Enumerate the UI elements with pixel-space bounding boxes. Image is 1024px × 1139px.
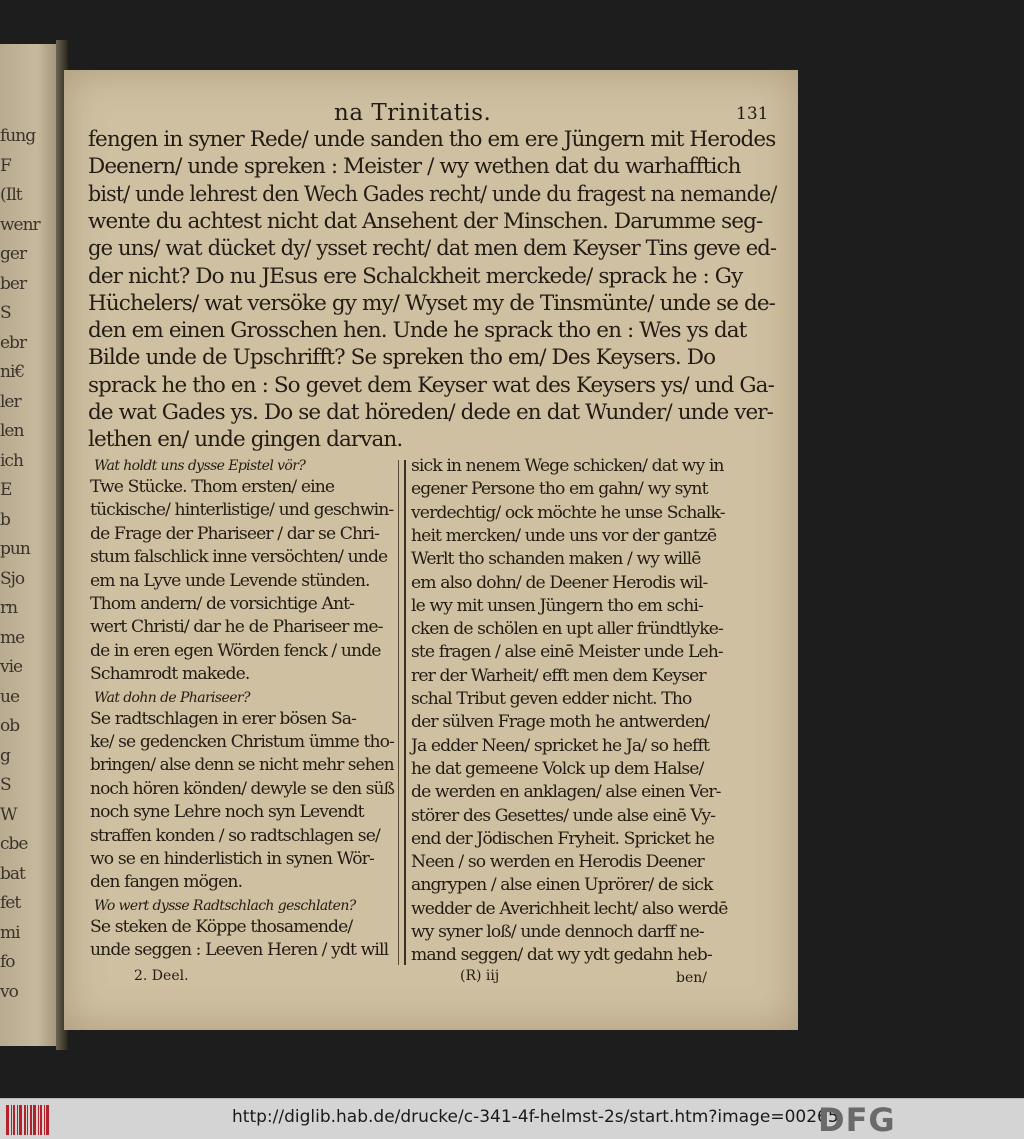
left-page-fragment: fo bbox=[0, 952, 15, 972]
left-page-fragment: mi bbox=[0, 922, 20, 943]
body-line: Deenern/ unde spreken : Meister / wy wethen dat du warhafftich bbox=[88, 154, 741, 180]
column-line: Thom andern/ de vorsichtige Ant- bbox=[90, 594, 355, 614]
question-heading: Wo wert dysse Radtschlach geschlaten? bbox=[94, 897, 356, 914]
column-line: Werlt tho schanden maken / wy willē bbox=[411, 549, 701, 570]
left-page-fragment: ler bbox=[0, 391, 21, 412]
body-line: fengen in syner Rede/ unde sanden tho em ere Jüngern mit Herodes bbox=[88, 127, 776, 152]
column-line: den fangen mögen. bbox=[90, 872, 243, 893]
column-line: Neen / so werden en Herodis Deener bbox=[411, 852, 704, 873]
left-page-fragment: ber bbox=[0, 273, 27, 294]
column-line: noch syne Lehre noch syn Levendt bbox=[90, 802, 364, 823]
page-url[interactable]: http://diglib.hab.de/drucke/c-341-4f-helmst-2s/start.htm?image=00265 bbox=[232, 1107, 839, 1127]
column-line: de Frage der Phariseer / dar se Chri- bbox=[90, 523, 380, 544]
left-page-fragment: S bbox=[0, 303, 11, 323]
left-page-fragment: ger bbox=[0, 244, 27, 264]
column-line: stum falschlick inne versöchten/ unde bbox=[90, 547, 388, 568]
body-line: Hüchelers/ wat versöke gy my/ Wyset my de Tinsmünte/ unde se de- bbox=[88, 290, 776, 316]
body-line: den em einen Grosschen hen. Unde he sprack tho en : Wes ys dat bbox=[88, 318, 747, 344]
left-page-fragment: ue bbox=[0, 686, 20, 707]
left-page-fragment: vie bbox=[0, 657, 23, 677]
column-line: bringen/ alse denn se nicht mehr sehen bbox=[90, 755, 394, 776]
column-line: wert Christi/ dar he de Phariseer me- bbox=[90, 617, 383, 638]
catchword: ben/ bbox=[676, 970, 707, 986]
left-page-fragment: wenr bbox=[0, 214, 40, 235]
column-line: end der Jödischen Fryheit. Spricket he bbox=[411, 828, 715, 849]
body-line: de wat Gades ys. Do se dat höreden/ dede en dat Wunder/ unde ver- bbox=[88, 400, 774, 425]
column-line: störer des Gesettes/ unde alse einē Vy- bbox=[411, 805, 716, 826]
left-page-fragment: cbe bbox=[0, 834, 28, 854]
body-line: sprack he tho en : So gevet dem Keyser wat des Keysers ys/ und Ga- bbox=[88, 372, 774, 398]
left-page-fragment: rn bbox=[0, 598, 18, 618]
barcode-bar bbox=[38, 1105, 39, 1135]
column-line: wedder de Averichheit lecht/ also werdē bbox=[411, 898, 728, 919]
page-number: 131 bbox=[736, 104, 769, 124]
body-line: Bilde unde de Upschrifft? Se spreken tho em/ Des Keysers. Do bbox=[88, 345, 716, 371]
left-page-fragment: Sjo bbox=[0, 568, 25, 589]
signature-mark: (R) iij bbox=[460, 968, 500, 984]
body-line: bist/ unde lehrest den Wech Gades recht/ unde du fragest na nemande/ bbox=[88, 181, 777, 207]
barcode-bar bbox=[46, 1105, 49, 1135]
column-rule-thin bbox=[398, 460, 399, 965]
barcode-bar bbox=[33, 1105, 36, 1135]
column-rule bbox=[404, 460, 406, 965]
left-page-fragment: fung bbox=[0, 126, 36, 146]
body-line: lethen en/ unde gingen darvan. bbox=[88, 427, 403, 453]
left-page-fragment: me bbox=[0, 627, 25, 648]
column-line: wo se en hinderlistich in synen Wör- bbox=[90, 849, 374, 869]
column-line: he dat gemeene Volck up dem Halse/ bbox=[411, 758, 704, 779]
column-line: tückische/ hinterlistige/ und geschwin- bbox=[90, 500, 394, 521]
column-line: ste fragen / alse einē Meister unde Leh- bbox=[411, 642, 723, 663]
left-page-fragment: W bbox=[0, 804, 17, 825]
left-page-fragment: pun bbox=[0, 539, 30, 559]
left-page-fragment: (Ilt bbox=[0, 185, 22, 205]
running-head: na Trinitatis. bbox=[334, 100, 492, 126]
column-line: verdechtig/ ock möchte he unse Schalk- bbox=[411, 502, 725, 523]
barcode-bar bbox=[27, 1105, 28, 1135]
column-line: Se steken de Köppe thosamende/ bbox=[90, 916, 353, 937]
question-heading: Wat holdt uns dysse Epistel vör? bbox=[94, 458, 306, 474]
barcode-bar bbox=[11, 1105, 12, 1135]
barcode-bar bbox=[44, 1105, 45, 1135]
column-line: de werden en anklagen/ alse einen Ver- bbox=[411, 782, 721, 803]
bottom-bar bbox=[0, 1098, 1024, 1139]
left-page-fragment: ich bbox=[0, 450, 23, 471]
book-page bbox=[64, 70, 798, 1030]
column-line: Schamrodt makede. bbox=[90, 664, 250, 685]
column-line: heit mercken/ unde uns vor der gantzē bbox=[411, 525, 717, 546]
barcode-icon bbox=[6, 1105, 50, 1135]
barcode-bar bbox=[24, 1105, 26, 1135]
left-page-fragment: F bbox=[0, 155, 11, 176]
column-line: unde seggen : Leeven Heren / ydt will bbox=[90, 940, 389, 961]
column-line: noch hören könden/ dewyle se den süß bbox=[90, 778, 395, 799]
column-line: Twe Stücke. Thom ersten/ eine bbox=[90, 477, 335, 497]
barcode-bar bbox=[19, 1105, 22, 1135]
part-indicator: 2. Deel. bbox=[134, 968, 189, 984]
barcode-bar bbox=[30, 1105, 32, 1135]
barcode-bar bbox=[13, 1105, 15, 1135]
body-line: der nicht? Do nu JEsus ere Schalckheit merckede/ sprack he : Gy bbox=[88, 263, 743, 289]
left-page-fragment: E bbox=[0, 480, 12, 500]
left-page-fragment: len bbox=[0, 421, 24, 441]
left-page-fragment: bat bbox=[0, 863, 25, 884]
column-line: schal Tribut geven edder nicht. Tho bbox=[411, 689, 692, 709]
column-line: de in eren egen Wörden fenck / unde bbox=[90, 640, 381, 661]
barcode-bar bbox=[40, 1105, 42, 1135]
column-line: em also dohn/ de Deener Herodis wil- bbox=[411, 572, 708, 593]
column-line: ke/ se gedencken Christum ümme tho- bbox=[90, 732, 394, 752]
left-page-fragment: ebr bbox=[0, 332, 27, 353]
left-page-fragment: ni€ bbox=[0, 362, 25, 382]
column-line: rer der Warheit/ efft men dem Keyser bbox=[411, 665, 706, 686]
adjacent-left-page bbox=[0, 44, 62, 1046]
barcode-bar bbox=[6, 1105, 9, 1135]
column-line: cken de schölen en upt aller fründtlyke- bbox=[411, 619, 723, 640]
column-line: sick in nenem Wege schicken/ dat wy in bbox=[411, 456, 724, 476]
left-page-fragment: g bbox=[0, 745, 10, 766]
left-page-fragment: vo bbox=[0, 981, 18, 1002]
body-line: ge uns/ wat dücket dy/ ysset recht/ dat men dem Keyser Tins geve ed- bbox=[88, 236, 777, 262]
left-page-fragment: ob bbox=[0, 716, 20, 736]
barcode-bar bbox=[17, 1105, 18, 1135]
column-line: egener Persone tho em gahn/ wy synt bbox=[411, 479, 708, 500]
column-line: wy syner loß/ unde dennoch darff ne- bbox=[411, 922, 704, 942]
column-line: angrypen / alse einen Uprörer/ de sick bbox=[411, 875, 713, 896]
column-line: Se radtschlagen in erer bösen Sa- bbox=[90, 708, 357, 729]
left-page-fragment: fet bbox=[0, 893, 21, 913]
left-page-fragment: S bbox=[0, 775, 11, 795]
column-line: em na Lyve unde Levende stünden. bbox=[90, 570, 370, 591]
body-line: wente du achtest nicht dat Ansehent der Minschen. Darumme seg- bbox=[88, 208, 763, 234]
left-page-fragment: b bbox=[0, 509, 10, 530]
dfg-logo: DFG bbox=[818, 1101, 896, 1139]
column-line: mand seggen/ dat wy ydt gedahn heb- bbox=[411, 945, 712, 966]
column-line: der sülven Frage moth he antwerden/ bbox=[411, 712, 710, 733]
column-line: straffen konden / so radtschlagen se/ bbox=[90, 825, 380, 846]
column-line: le wy mit unsen Jüngern tho em schi- bbox=[411, 595, 703, 616]
question-heading: Wat dohn de Phariseer? bbox=[94, 689, 250, 706]
column-line: Ja edder Neen/ spricket he Ja/ so hefft bbox=[411, 735, 709, 756]
